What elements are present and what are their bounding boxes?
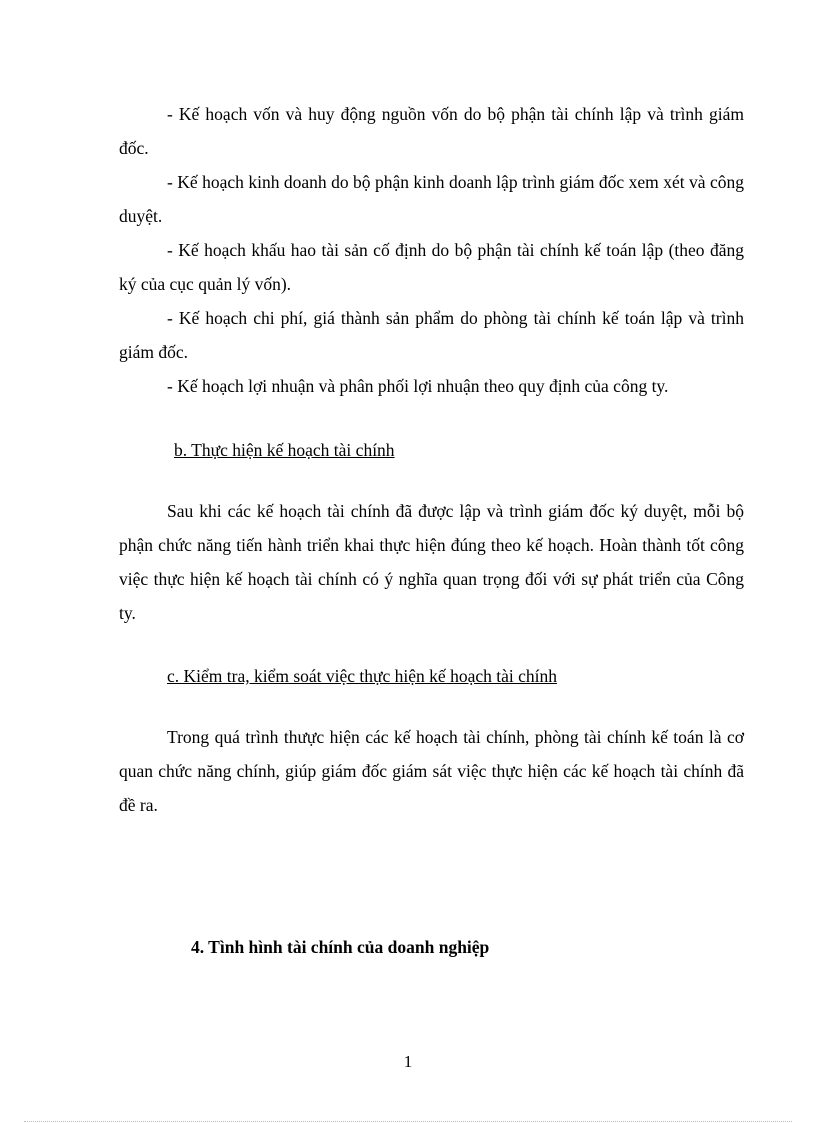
list-item: - Kế hoạch chi phí, giá thành sản phẩm do phòng tài chính kế toán lập và trình giám đốc. [119,308,744,362]
list-item: - Kế hoạch kinh doanh do bộ phận kinh doanh lập trình giám đốc xem xét và công duyệt. [119,172,744,226]
list-item: - Kế hoạch khấu hao tài sản cố định do bộ phận tài chính kế toán lập (theo đăng ký của cục quản lý vốn). [119,240,744,294]
list-item: - Kế hoạch lợi nhuận và phân phối lợi nhuận theo quy định của công ty. [167,376,669,396]
section-b-heading: b. Thực hiện kế hoạch tài chính [174,440,395,460]
paragraph: Sau khi các kế hoạch tài chính đã được lập và trình giám đốc ký duyệt, mỗi bộ phận chức năng tiến hành triển khai thực hiện đúng theo kế hoạch. Hoàn thành tốt công việc thực hiện kế hoạch tài chính có ý nghĩa quan trọng đối với sự phát triển của Công ty. [119,501,744,623]
paragraph: Trong quá trình thưực hiện các kế hoạch tài chính, phòng tài chính kế toán là cơ quan chức năng chính, giúp giám đốc giám sát việc thực hiện các kế hoạch tài chính đã đề ra. [119,727,744,815]
page-number: 1 [403,1052,413,1071]
plan-list [119,97,744,403]
section-b-body [119,494,744,630]
section-4-heading: 4. Tình hình tài chính của doanh nghiệp [191,937,490,957]
section-c-body [119,720,744,822]
page-bottom-divider [24,1121,792,1122]
section-c-heading: c. Kiểm tra, kiểm soát việc thực hiện kế hoạch tài chính [167,666,557,686]
list-item: - Kế hoạch vốn và huy động nguồn vốn do bộ phận tài chính lập và trình giám đốc. [119,104,744,158]
